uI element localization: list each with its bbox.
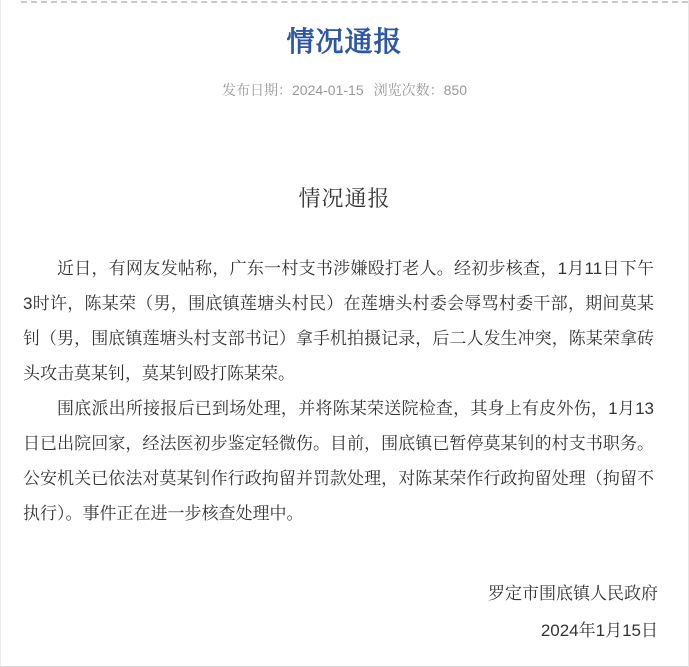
signature-date: 2024年1月15日 bbox=[540, 621, 658, 640]
page-header bbox=[1, 0, 688, 98]
top-dashed-divider bbox=[21, 1, 688, 3]
publish-date-value: 2024-01-15 bbox=[292, 82, 364, 98]
article-title: 情况通报 bbox=[298, 186, 391, 211]
publish-date-label: 发布日期： bbox=[222, 82, 292, 98]
signature-block bbox=[1, 575, 688, 649]
views-label: 浏览次数： bbox=[373, 82, 444, 98]
article-paragraph: 近日，有网友发帖称，广东一村支书涉嫌殴打老人。经初步核查，1月11日下午3时许，陈某荣（男，围底镇莲塘头村民）在莲塘头村委会辱骂村委干部，期间莫某钊（男，围底镇莲塘头村支部书记）拿手机拍摄记录，后二人发生冲突，陈某荣拿砖头攻击莫某钊，莫某钊殴打陈某荣。 bbox=[23, 259, 654, 383]
meta-row bbox=[1, 82, 688, 98]
article-body bbox=[1, 186, 688, 649]
views-value: 850 bbox=[443, 82, 467, 98]
signature-issuer: 罗定市围底镇人民政府 bbox=[488, 584, 658, 603]
page-title: 情况通报 bbox=[286, 26, 403, 57]
article-paragraph: 围底派出所接报后已到场处理，并将陈某荣送院检查，其身上有皮外伤，1月13日已出院回家，经法医初步鉴定轻微伤。目前，围底镇已暂停莫某钊的村支书职务。公安机关已依法对莫某钊作行政拘留并罚款处理，对陈某荣作行政拘留处理（拘留不执行）。事件正在进一步核查处理中。 bbox=[23, 399, 654, 523]
